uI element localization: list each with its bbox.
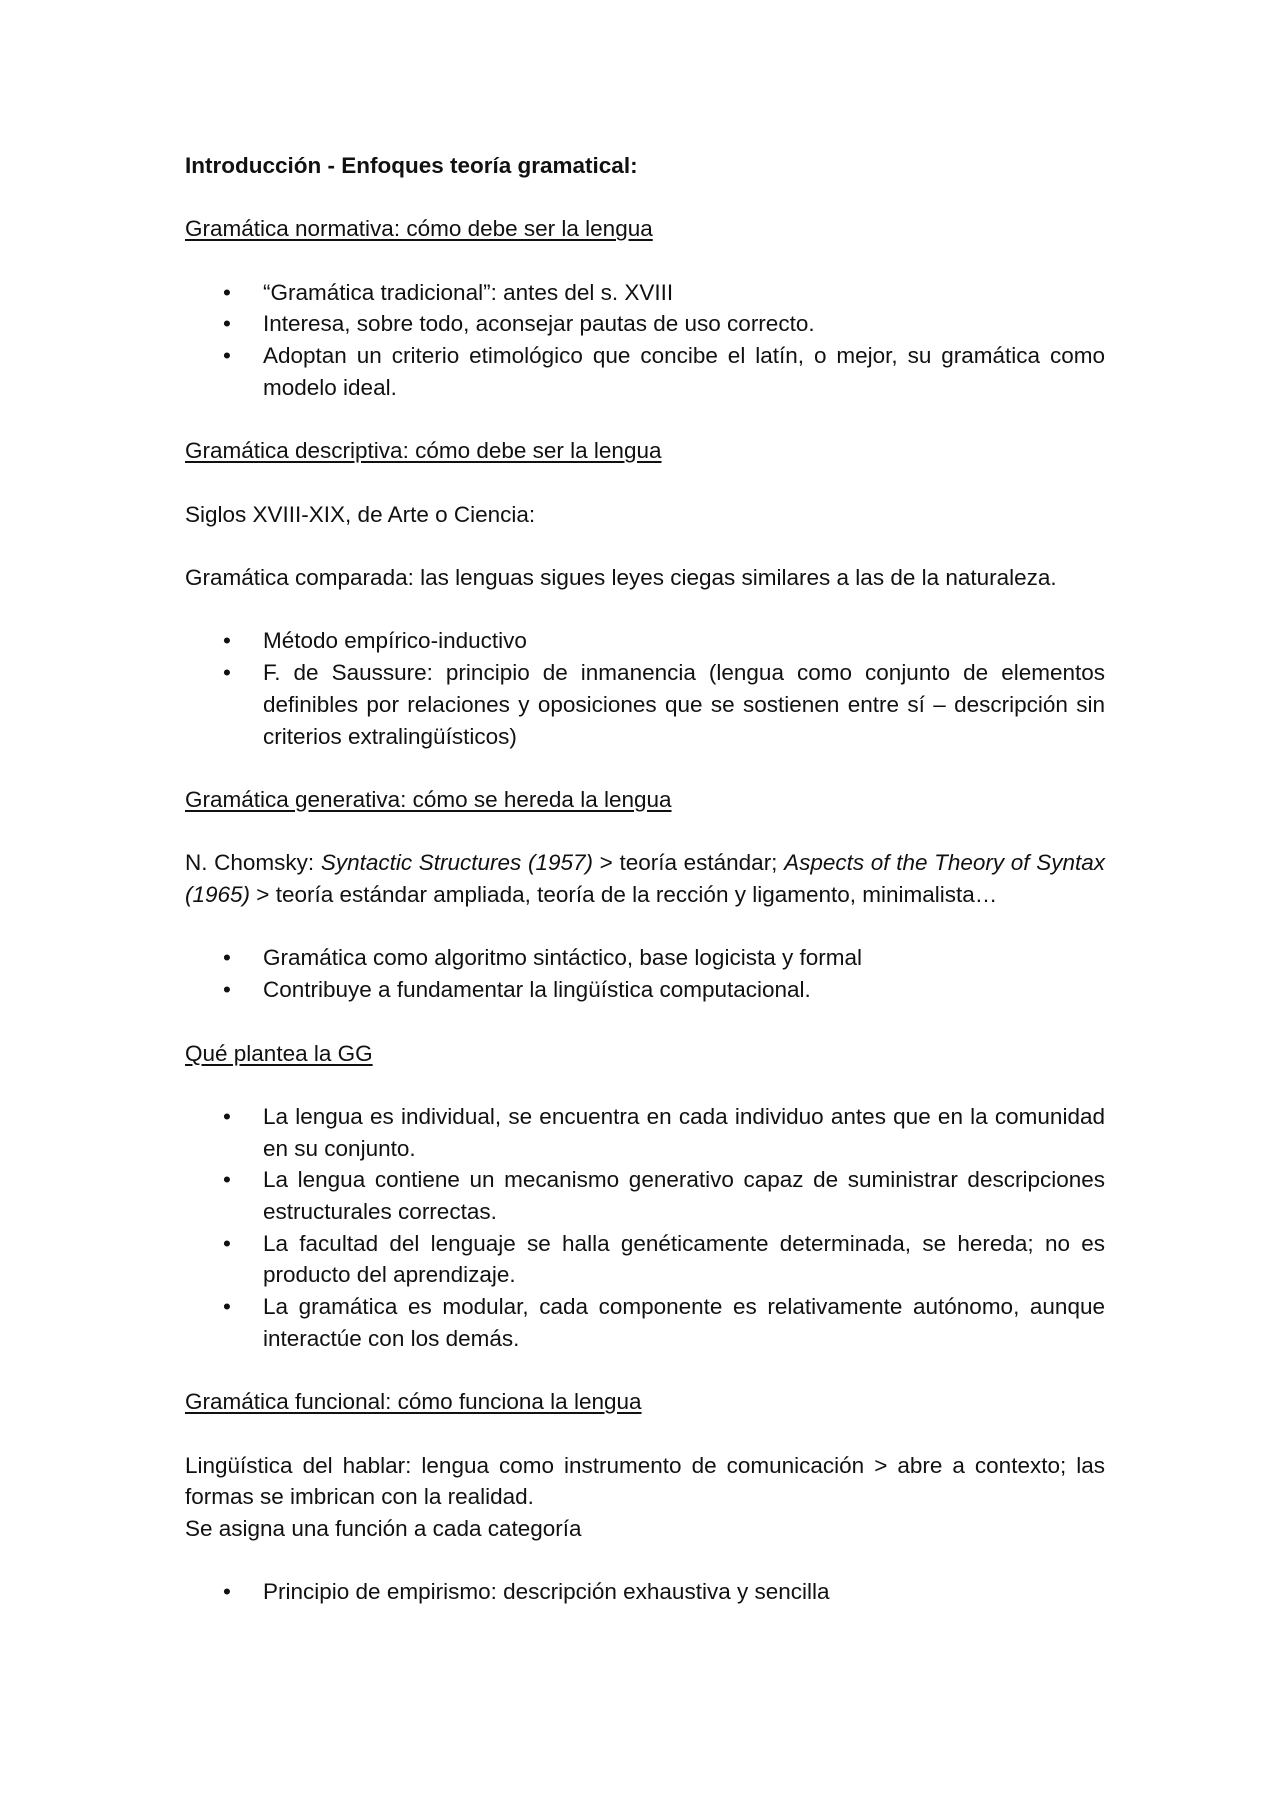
- section-heading-descriptiva: Gramática descriptiva: cómo debe ser la lengua: [185, 438, 662, 464]
- list-item: [185, 1228, 1105, 1291]
- bullet-icon: •: [223, 1103, 231, 1129]
- bullet-icon: •: [223, 945, 231, 971]
- bullet-icon: •: [223, 1294, 231, 1320]
- spacer: [185, 467, 1105, 499]
- list-item: [185, 974, 1105, 1006]
- paragraph-hablar: Lingüística del hablar: lengua como instrumento de comunicación > abre a contexto; las formas se imbrican con la realidad.: [185, 1452, 1105, 1510]
- list-item-text: Principio de empirismo: descripción exhaustiva y sencilla: [263, 1579, 830, 1605]
- spacer: [185, 245, 1105, 277]
- list-item: [185, 625, 1105, 657]
- list-item-text: Método empírico-inductivo: [263, 628, 527, 654]
- list-item-text: F. de Saussure: principio de inmanencia (lengua como conjunto de elementos definibles por relaciones y oposiciones que se sostienen entre sí – descripción sin criterios extralingüísticos): [263, 660, 1105, 749]
- bullet-icon: •: [223, 1167, 231, 1193]
- section-heading-normativa: Gramática normativa: cómo debe ser la lengua: [185, 216, 653, 242]
- list-item: [185, 1101, 1105, 1164]
- list-item-text: La gramática es modular, cada componente es relativamente autónomo, aunque interactúe con los demás.: [263, 1294, 1105, 1351]
- spacer: [185, 1069, 1105, 1101]
- spacer: [185, 404, 1105, 436]
- spacer: [185, 1545, 1105, 1577]
- paragraph-chomsky: [185, 847, 1105, 910]
- list-item: [185, 277, 1105, 309]
- spacer: [185, 816, 1105, 848]
- bullet-icon: •: [223, 1230, 231, 1256]
- chomsky-text: > teoría estándar;: [593, 850, 785, 876]
- paragraph-funcion: Se asigna una función a cada categoría: [185, 1516, 582, 1542]
- bullet-icon: •: [223, 977, 231, 1003]
- spacer: [185, 530, 1105, 562]
- list-item-text: “Gramática tradicional”: antes del s. XVIII: [263, 279, 674, 305]
- spacer: [185, 1355, 1105, 1387]
- bullet-icon: •: [223, 1579, 231, 1605]
- spacer: [185, 182, 1105, 214]
- bullet-list-gg: [185, 1101, 1105, 1355]
- bullet-icon: •: [223, 279, 231, 305]
- paragraph-comparada: Gramática comparada: las lenguas sigues leyes ciegas similares a las de la naturaleza.: [185, 565, 1057, 591]
- list-item: [185, 1576, 1105, 1608]
- list-item-text: Contribuye a fundamentar la lingüística computacional.: [263, 977, 811, 1003]
- chomsky-author: N. Chomsky:: [185, 850, 321, 876]
- section-heading-generativa: Gramática generativa: cómo se hereda la lengua: [185, 786, 672, 812]
- list-item-text: Interesa, sobre todo, aconsejar pautas de uso correcto.: [263, 311, 815, 337]
- list-item: [185, 340, 1105, 403]
- list-item: [185, 1164, 1105, 1227]
- section-heading-gg: Qué plantea la GG: [185, 1040, 373, 1066]
- bullet-list-funcional: [185, 1576, 1105, 1608]
- list-item: [185, 657, 1105, 752]
- spacer: [185, 911, 1105, 943]
- list-item-text: La lengua contiene un mecanismo generativo capaz de suministrar descripciones estructurales correctas.: [263, 1167, 1105, 1225]
- document-page: [185, 150, 1105, 1608]
- bullet-list-generativa: [185, 942, 1105, 1005]
- list-item-text: La lengua es individual, se encuentra en cada individuo antes que en la comunidad en su conjunto.: [263, 1103, 1105, 1161]
- spacer: [185, 1006, 1105, 1038]
- bullet-list-descriptiva: [185, 625, 1105, 752]
- bullet-list-normativa: [185, 277, 1105, 404]
- chomsky-text: > teoría estándar ampliada, teoría de la rección y ligamento, minimalista…: [250, 882, 998, 908]
- spacer: [185, 1418, 1105, 1450]
- work-title-syntactic-structures: Syntactic Structures (1957): [320, 850, 593, 876]
- section-heading-funcional: Gramática funcional: cómo funciona la lengua: [185, 1389, 642, 1415]
- list-item: [185, 942, 1105, 974]
- bullet-icon: •: [223, 343, 231, 369]
- list-item-text: Gramática como algoritmo sintáctico, base logicista y formal: [263, 945, 862, 971]
- list-item: [185, 1291, 1105, 1354]
- bullet-icon: •: [223, 628, 231, 654]
- bullet-icon: •: [223, 660, 231, 686]
- paragraph-siglos: Siglos XVIII-XIX, de Arte o Ciencia:: [185, 501, 536, 527]
- bullet-icon: •: [223, 311, 231, 337]
- document-title: Introducción - Enfoques teoría gramatical:: [185, 153, 638, 178]
- spacer: [185, 594, 1105, 626]
- list-item-text: La facultad del lenguaje se halla genéticamente determinada, se hereda; no es producto del aprendizaje.: [263, 1230, 1105, 1288]
- list-item: [185, 308, 1105, 340]
- list-item-text: Adoptan un criterio etimológico que concibe el latín, o mejor, su gramática como modelo ideal.: [263, 343, 1105, 400]
- spacer: [185, 752, 1105, 784]
- work-title-aspects: Aspects of the Theory of Syntax (1965): [185, 850, 1105, 908]
